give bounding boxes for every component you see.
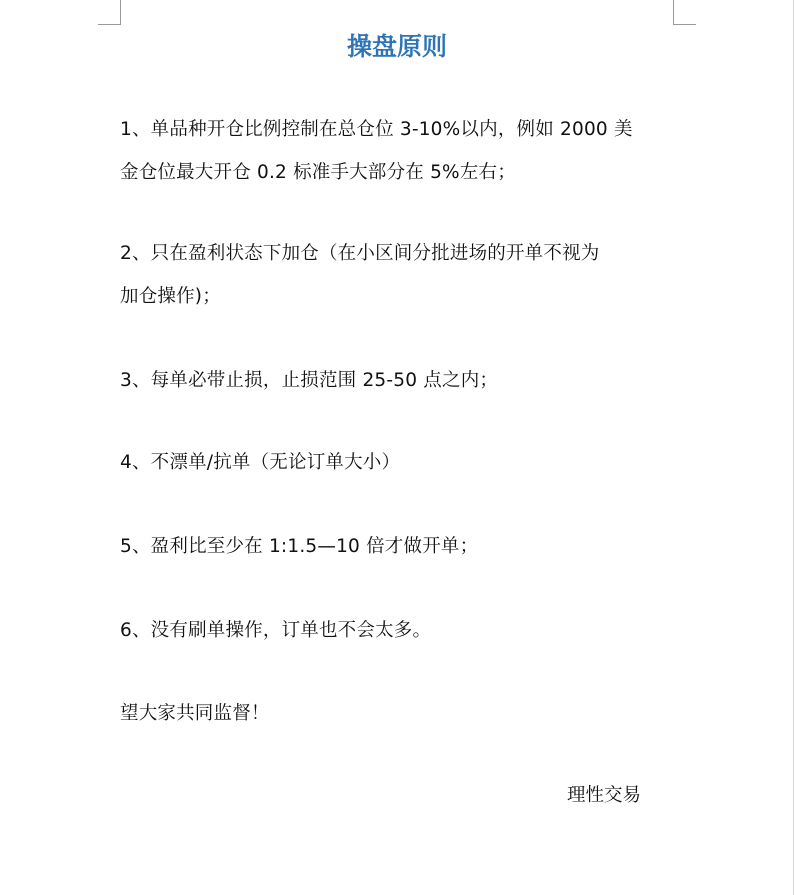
rule-item-6-line-1: 6、没有刷单操作，订单也不会太多。 — [120, 620, 432, 641]
signature: 理性交易 — [567, 785, 642, 806]
rule-item-6 — [120, 609, 690, 652]
rule-item-1-line-2: 金仓位最大开仓 0.2 标准手大部分在 5%左右； — [120, 162, 516, 183]
rule-item-2 — [120, 232, 690, 318]
rule-item-5-line-1: 5、盈利比至少在 1:1.5—10 倍才做开单； — [120, 536, 479, 557]
rule-item-4-line-1: 4、不漂单/抗单（无论订单大小） — [120, 452, 401, 473]
rule-item-5 — [120, 525, 690, 568]
closing-line: 望大家共同监督！ — [120, 703, 270, 724]
crop-mark-top-left — [98, 0, 121, 25]
rule-item-3 — [120, 359, 690, 402]
crop-mark-top-right — [673, 0, 696, 25]
document-title: 操盘原则 — [346, 32, 447, 61]
rule-item-1-line-1: 1、单品种开仓比例控制在总仓位 3-10%以内，例如 2000 美 — [120, 119, 633, 140]
rule-item-1 — [120, 108, 690, 194]
rule-item-3-line-1: 3、每单必带止损，止损范围 25-50 点之内； — [120, 370, 499, 391]
rule-item-2-line-1: 2、只在盈利状态下加仓（在小区间分批进场的开单不视为 — [120, 243, 600, 264]
rule-item-4 — [120, 441, 690, 484]
rule-item-2-line-2: 加仓操作)； — [120, 286, 221, 307]
